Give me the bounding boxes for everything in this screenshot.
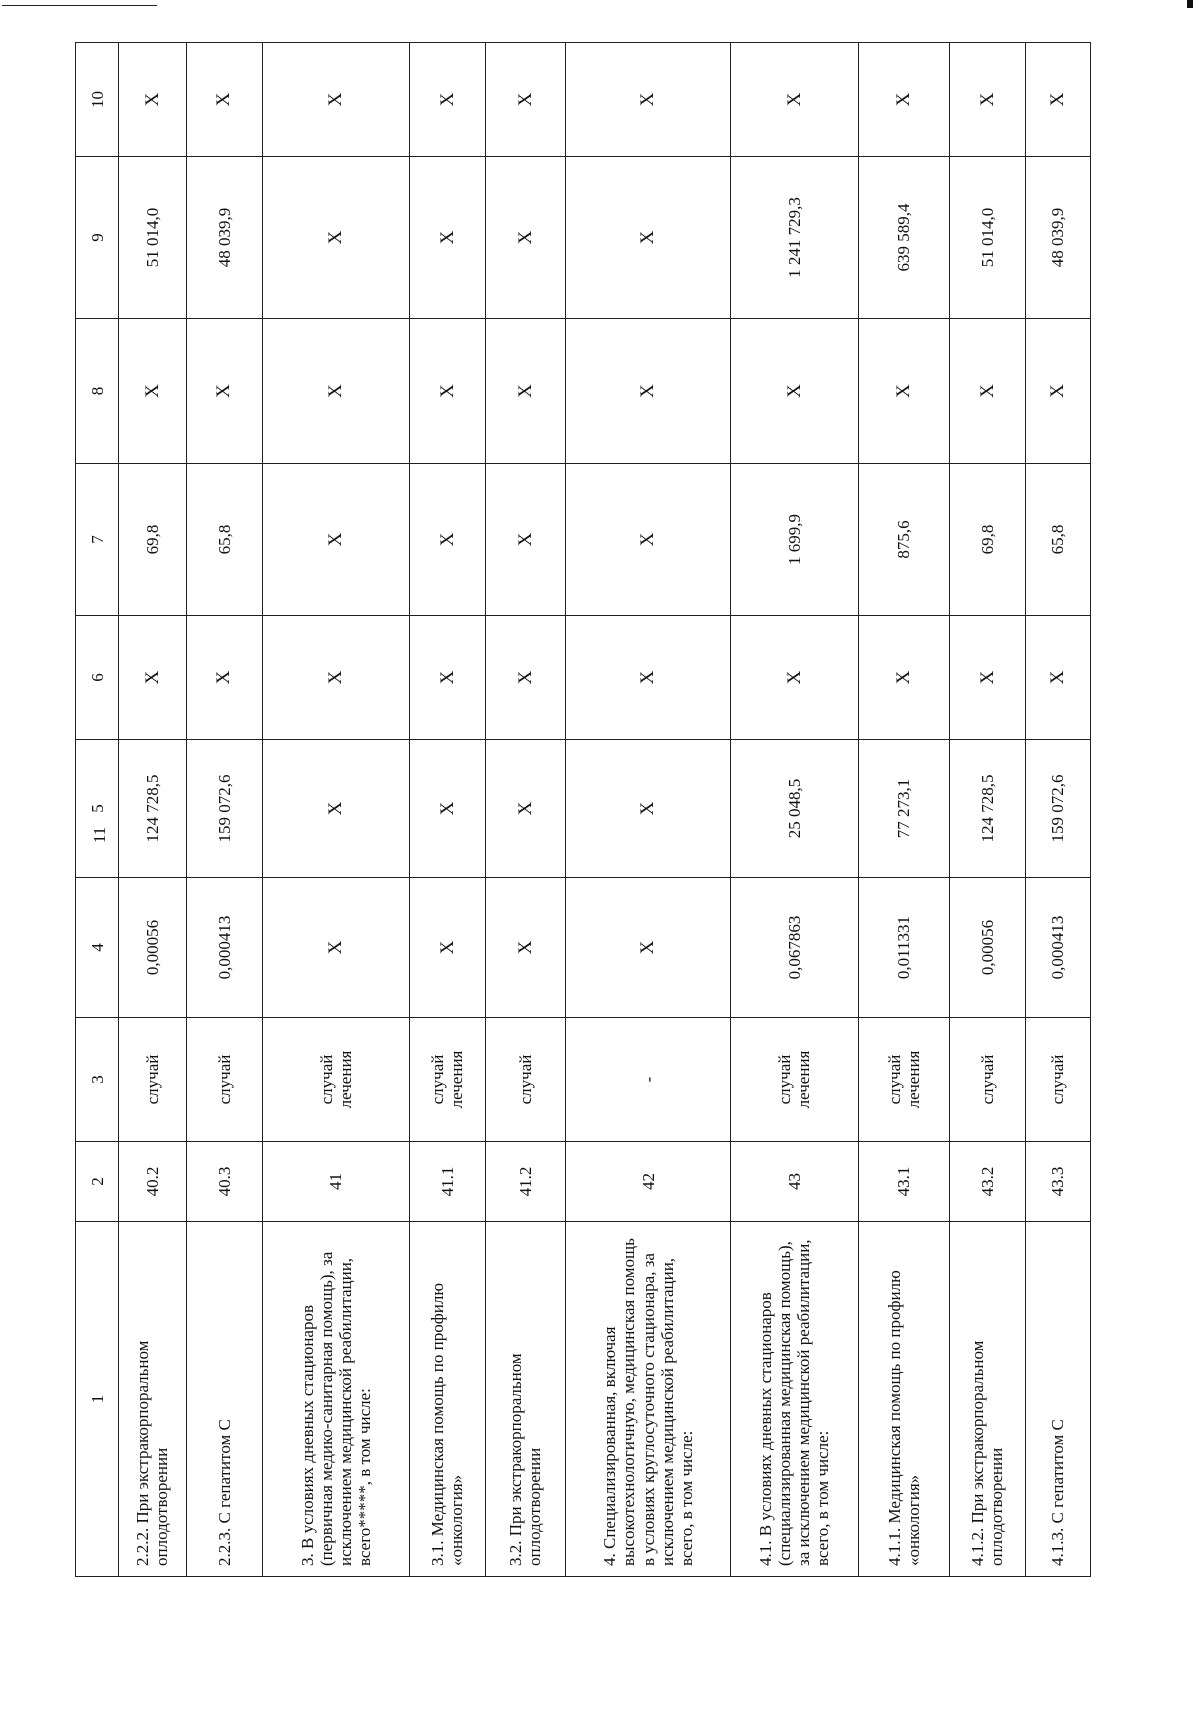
table-cell: 43 [730, 1142, 858, 1222]
table-cell: 875,6 [858, 464, 949, 616]
table-cell: Х [485, 878, 565, 1018]
table-cell: 77 273,1 [858, 740, 949, 878]
table-cell: Х [409, 157, 485, 319]
table-row [485, 43, 565, 1577]
table-cell: Х [1025, 43, 1090, 157]
table-row [730, 43, 858, 1577]
table-cell: Х [409, 616, 485, 740]
row-label-cell: 3. В условиях дневных стационаров (первичная медико-санитарная помощь), за исключением медицинской реабилитации, всего*****, в том числе: [262, 1222, 409, 1577]
table-cell: случай [1025, 1018, 1090, 1142]
table-cell: случай [485, 1018, 565, 1142]
table-cell: Х [485, 43, 565, 157]
row-label-cell: 4.1.3. С гепатитом С [1025, 1222, 1090, 1577]
table-cell: Х [858, 616, 949, 740]
row-label-cell: 2.2.2. При экстракорпоральном оплодотворении [119, 1222, 186, 1577]
table-cell: Х [566, 43, 731, 157]
table-cell: 41 [262, 1142, 409, 1222]
table-cell: Х [485, 464, 565, 616]
table-cell: Х [1025, 616, 1090, 740]
table-cell: 0,067863 [730, 878, 858, 1018]
table-cell: Х [409, 878, 485, 1018]
table-cell: случай лечения [409, 1018, 485, 1142]
table-cell: Х [262, 43, 409, 157]
table-cell: Х [186, 616, 262, 740]
table-cell: Х [262, 157, 409, 319]
table-cell: Х [485, 616, 565, 740]
row-label-cell: 4. Специализированная, включая высокотехнологичную, медицинская помощь в условиях круглосуточного стационара, за исключением медицинской реабилитации, всего, в том числе: [566, 1222, 731, 1577]
table-cell: Х [858, 43, 949, 157]
table-cell: 124 728,5 [119, 740, 186, 878]
row-label-cell: 4.1.1. Медицинская помощь по профилю «онкология» [858, 1222, 949, 1577]
table-row [262, 43, 409, 1577]
table-cell: Х [262, 319, 409, 464]
table-cell: Х [262, 740, 409, 878]
table-cell: Х [485, 319, 565, 464]
page-number: 11 [90, 826, 109, 844]
table-cell: Х [485, 157, 565, 319]
row-label-cell: 4.1.2. При экстракорпоральном оплодотворении [949, 1222, 1025, 1577]
rotated-table-container [75, 43, 1091, 1577]
table-cell: 25 048,5 [730, 740, 858, 878]
table-cell: случай лечения [262, 1018, 409, 1142]
table-row [858, 43, 949, 1577]
table-cell: 42 [566, 1142, 731, 1222]
table-cell: Х [566, 616, 731, 740]
column-header: 10 [76, 43, 119, 157]
table-cell: 43.3 [1025, 1142, 1090, 1222]
table-row [119, 43, 186, 1577]
scan-corner-mark [1187, 0, 1193, 8]
column-header: 2 [76, 1142, 119, 1222]
table-cell: Х [409, 740, 485, 878]
table-cell: 159 072,6 [1025, 740, 1090, 878]
column-header: 4 [76, 878, 119, 1018]
table-cell: случай [186, 1018, 262, 1142]
column-header: 9 [76, 157, 119, 319]
table-row [1025, 43, 1090, 1577]
table-cell: 43.1 [858, 1142, 949, 1222]
table-cell: Х [262, 616, 409, 740]
table-cell: Х [409, 464, 485, 616]
data-table [75, 42, 1091, 1577]
table-cell: 43.2 [949, 1142, 1025, 1222]
row-label-cell: 3.1. Медицинская помощь по профилю «онкология» [409, 1222, 485, 1577]
table-cell: Х [262, 464, 409, 616]
table-cell: Х [186, 319, 262, 464]
table-cell: 40.2 [119, 1142, 186, 1222]
table-cell: Х [730, 616, 858, 740]
table-cell: Х [566, 878, 731, 1018]
row-label-cell: 2.2.3. С гепатитом С [186, 1222, 262, 1577]
column-header: 1 [76, 1222, 119, 1577]
table-cell: Х [566, 464, 731, 616]
table-cell: 40.3 [186, 1142, 262, 1222]
table-cell: 1 241 729,3 [730, 157, 858, 319]
table-cell: Х [119, 616, 186, 740]
table-row [409, 43, 485, 1577]
table-row [949, 43, 1025, 1577]
table-cell: Х [858, 319, 949, 464]
table-cell: 41.1 [409, 1142, 485, 1222]
table-cell: Х [409, 319, 485, 464]
table-cell: Х [262, 878, 409, 1018]
table-cell: 124 728,5 [949, 740, 1025, 878]
table-cell: Х [566, 319, 731, 464]
column-header: 3 [76, 1018, 119, 1142]
column-header: 6 [76, 616, 119, 740]
table-cell: 1 699,9 [730, 464, 858, 616]
table-header-row [76, 43, 119, 1577]
table-cell: Х [949, 319, 1025, 464]
table-cell: Х [409, 43, 485, 157]
column-header: 8 [76, 319, 119, 464]
table-cell: 69,8 [119, 464, 186, 616]
table-cell: 65,8 [186, 464, 262, 616]
table-cell: 41.2 [485, 1142, 565, 1222]
table-cell: Х [1025, 319, 1090, 464]
table-cell: Х [566, 740, 731, 878]
table-cell: 0,00056 [949, 878, 1025, 1018]
table-cell: 51 014,0 [119, 157, 186, 319]
column-header: 7 [76, 464, 119, 616]
table-row [566, 43, 731, 1577]
table-cell: - [566, 1018, 731, 1142]
table-cell: 69,8 [949, 464, 1025, 616]
row-label-cell: 4.1. В условиях дневных стационаров (специализированная медицинская помощь), за исключением медицинской реабилитации, всего, в том числе: [730, 1222, 858, 1577]
table-cell: случай [119, 1018, 186, 1142]
table-cell: Х [730, 319, 858, 464]
table-cell: 48 039,9 [186, 157, 262, 319]
table-cell: 65,8 [1025, 464, 1090, 616]
table-cell: 0,000413 [1025, 878, 1090, 1018]
table-row [186, 43, 262, 1577]
table-cell: 159 072,6 [186, 740, 262, 878]
row-label-cell: 3.2. При экстракорпоральном оплодотворении [485, 1222, 565, 1577]
table-cell: случай [949, 1018, 1025, 1142]
table-cell: Х [485, 740, 565, 878]
column-header: 5 [76, 740, 119, 878]
table-cell: 0,000413 [186, 878, 262, 1018]
table-cell: 0,011331 [858, 878, 949, 1018]
top-rule-line [2, 5, 157, 6]
table-cell: Х [730, 43, 858, 157]
table-cell: 51 014,0 [949, 157, 1025, 319]
table-cell: случай лечения [858, 1018, 949, 1142]
table-cell: Х [119, 43, 186, 157]
table-cell: Х [566, 157, 731, 319]
table-cell: Х [119, 319, 186, 464]
table-cell: Х [949, 616, 1025, 740]
table-cell: 639 589,4 [858, 157, 949, 319]
table-cell: 48 039,9 [1025, 157, 1090, 319]
table-cell: случай лечения [730, 1018, 858, 1142]
table-cell: Х [186, 43, 262, 157]
table-cell: 0,00056 [119, 878, 186, 1018]
table-cell: Х [949, 43, 1025, 157]
